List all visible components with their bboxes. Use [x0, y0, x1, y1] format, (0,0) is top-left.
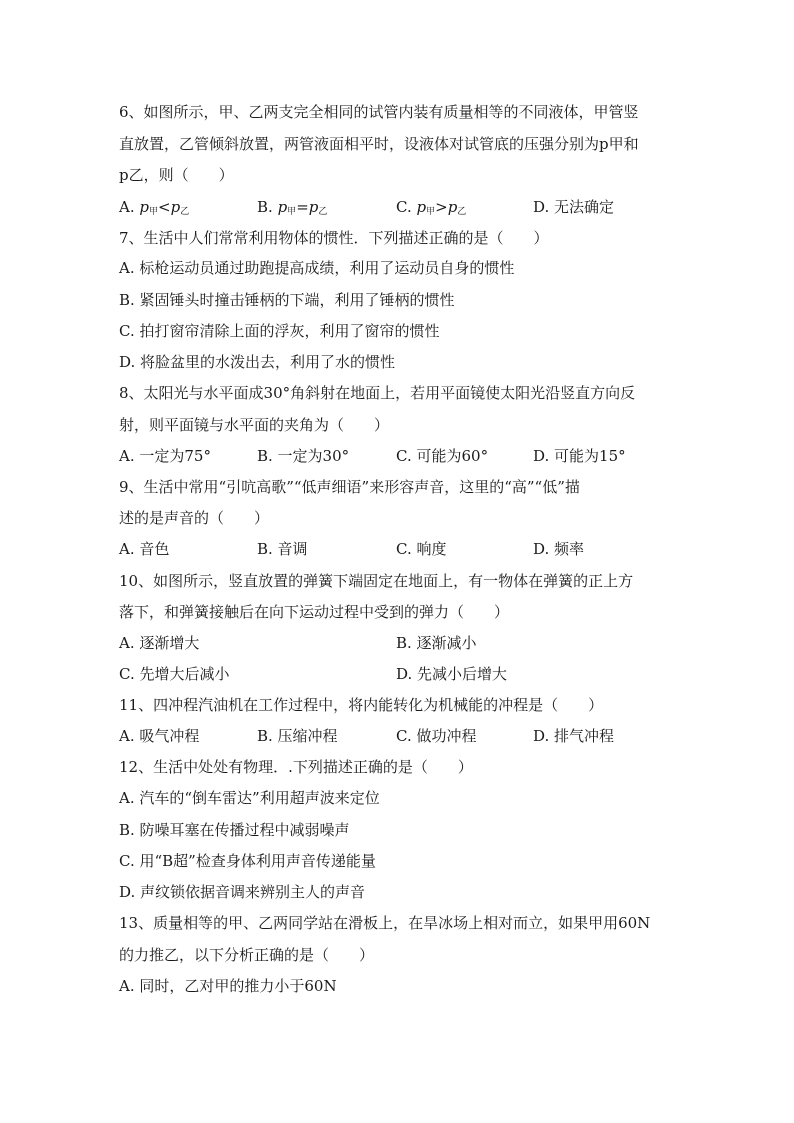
- q10-option-d: D. 先减小后增大: [396, 665, 508, 683]
- q9-option-c: C. 响度: [396, 540, 447, 558]
- q9-option-a: A. 音色: [119, 540, 170, 558]
- q6-stem-line-3: p乙，则（ ）: [119, 166, 234, 184]
- q6-option-c: C. $p_甲>p_乙$: [396, 198, 467, 217]
- q8-option-c: C. 可能为60°: [396, 447, 489, 465]
- q6-stem-line-2: 直放置，乙管倾斜放置，两管液面相平时，设液体对试管底的压强分别为p甲和: [119, 135, 639, 153]
- q13-stem-line-2: 的力推乙，以下分析正确的是（ ）: [119, 946, 375, 964]
- q9-option-b: B. 音调: [257, 540, 308, 558]
- q7-option-a: A. 标枪运动员通过助跑提高成绩，利用了运动员自身的惯性: [119, 259, 515, 277]
- q13-stem-line-1: 13、质量相等的甲、乙两同学站在滑板上，在旱冰场上相对而立，如果甲用60N: [119, 914, 651, 932]
- q10-option-a: A. 逐渐增大: [119, 634, 200, 652]
- q7-option-b: B. 紧固锤头时撞击锤柄的下端，利用了锤柄的惯性: [119, 291, 455, 309]
- q9-stem-line-1: 9、生活中常用“引吭高歌”“低声细语”来形容声音，这里的“高”“低”描: [119, 478, 580, 496]
- q8-option-d: D. 可能为15°: [533, 447, 626, 465]
- q10-option-b: B. 逐渐减小: [396, 634, 477, 652]
- q9-stem-line-2: 述的是声音的（ ）: [119, 509, 270, 527]
- q7-stem: 7、生活中人们常常利用物体的惯性．下列描述正确的是（ ）: [119, 229, 549, 247]
- q11-option-d: D. 排气冲程: [533, 727, 615, 745]
- q6-stem-line-1: 6、如图所示，甲、乙两支完全相同的试管内装有质量相等的不同液体，甲管竖: [119, 103, 639, 121]
- q8-stem-line-1: 8、太阳光与水平面成30°角斜射在地面上，若用平面镜使太阳光沿竖直方向反: [119, 384, 636, 402]
- q12-stem: 12、生活中处处有物理．.下列描述正确的是（ ）: [119, 758, 473, 776]
- q11-stem: 11、四冲程汽油机在工作过程中，将内能转化为机械能的冲程是（ ）: [119, 696, 604, 714]
- q10-option-c: C. 先增大后减小: [119, 665, 230, 683]
- q13-option-a: A. 同时，乙对甲的推力小于60N: [119, 977, 337, 995]
- q11-option-a: A. 吸气冲程: [119, 727, 200, 745]
- q12-option-c: C. 用“B超”检查身体利用声音传递能量: [119, 852, 376, 870]
- q11-option-c: C. 做功冲程: [396, 727, 477, 745]
- q11-option-b: B. 压缩冲程: [257, 727, 338, 745]
- q6-option-a: A. $p_甲<p_乙$: [119, 198, 190, 217]
- q8-option-a: A. 一定为75°: [119, 447, 211, 465]
- q8-option-b: B. 一定为30°: [257, 447, 350, 465]
- q6-option-d: D. 无法确定: [533, 198, 615, 216]
- q6-option-b: B. $p_甲=p_乙$: [257, 198, 328, 217]
- q12-option-a: A. 汽车的“倒车雷达”利用超声波来定位: [119, 789, 380, 807]
- q7-option-d: D. 将脸盆里的水泼出去，利用了水的惯性: [119, 353, 396, 371]
- q8-stem-line-2: 射，则平面镜与水平面的夹角为（ ）: [119, 416, 390, 434]
- q10-stem-line-2: 落下，和弹簧接触后在向下运动过程中受到的弹力（ ）: [119, 603, 510, 621]
- q12-option-b: B. 防噪耳塞在传播过程中减弱噪声: [119, 821, 350, 839]
- q9-option-d: D. 频率: [533, 540, 585, 558]
- q7-option-c: C. 拍打窗帘清除上面的浮灰，利用了窗帘的惯性: [119, 322, 440, 340]
- q12-option-d: D. 声纹锁依据音调来辨别主人的声音: [119, 883, 366, 901]
- q10-stem-line-1: 10、如图所示，竖直放置的弹簧下端固定在地面上，有一物体在弹簧的正上方: [119, 572, 634, 590]
